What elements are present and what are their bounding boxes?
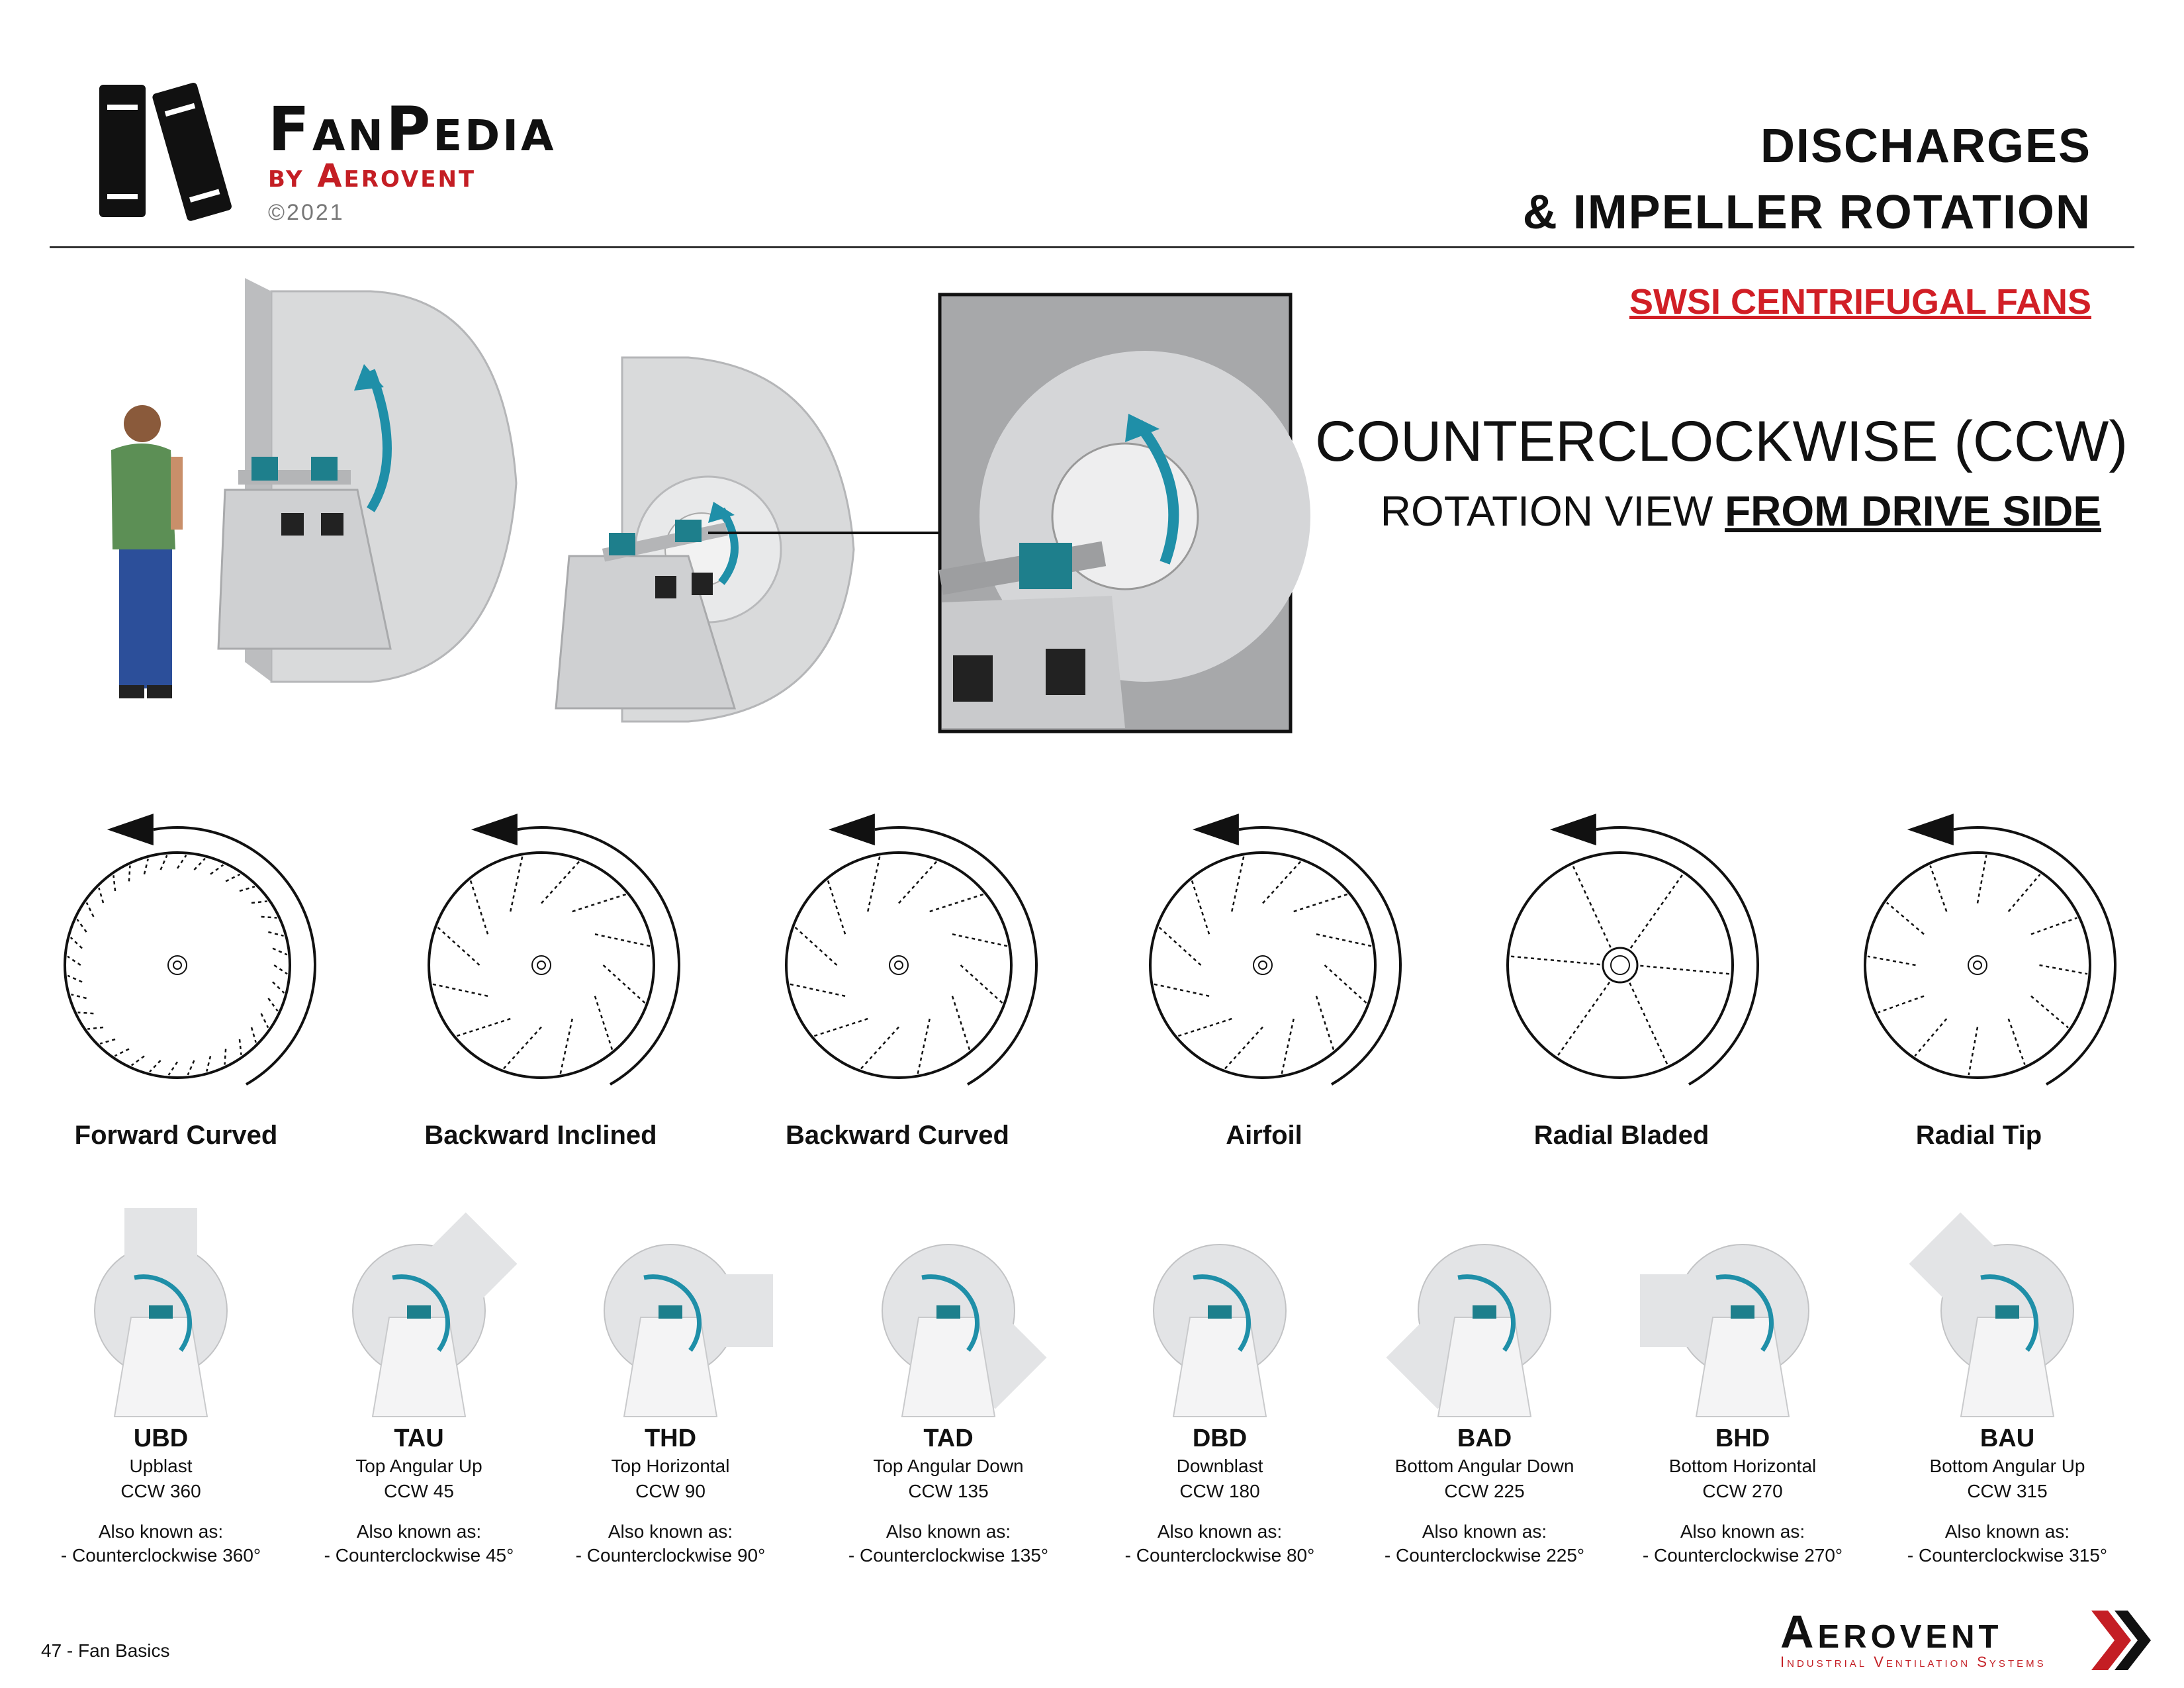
fan-housing-large xyxy=(218,278,516,682)
rotation-title: COUNTERCLOCKWISE (CCW) xyxy=(1315,410,2128,473)
copyright: ©2021 xyxy=(268,200,345,225)
impeller-label-forward-curved: Forward Curved xyxy=(74,1121,278,1150)
page-title-line1: DISCHARGES xyxy=(1760,120,2091,173)
discharge-code: TAU xyxy=(394,1425,444,1452)
discharge-ccw: CCW 360 xyxy=(120,1481,201,1501)
company-tagline: Industrial Ventilation Systems xyxy=(1780,1654,2046,1670)
discharge-aka-header: Also known as: xyxy=(98,1521,224,1542)
impeller-label-radial-tip: Radial Tip xyxy=(1915,1121,2042,1150)
discharge-aka-header: Also known as: xyxy=(1422,1521,1547,1542)
discharge-name: Upblast xyxy=(129,1456,193,1476)
discharge-ccw: CCW 180 xyxy=(1179,1481,1260,1501)
discharge-ccw: CCW 90 xyxy=(635,1481,705,1501)
discharge-aka-header: Also known as: xyxy=(608,1521,733,1542)
discharge-aka: - Counterclockwise 315° xyxy=(1907,1545,2108,1566)
discharge-aka-header: Also known as: xyxy=(1157,1521,1283,1542)
person-figure xyxy=(111,405,183,698)
books-logo-icon xyxy=(96,78,255,224)
discharge-fan-icon-5 xyxy=(1387,1244,1551,1417)
impeller-diagram-4 xyxy=(1508,814,1758,1084)
impeller-diagrams xyxy=(0,794,2184,1112)
discharge-aka: - Counterclockwise 90° xyxy=(575,1545,766,1566)
discharge-name: Bottom Angular Down xyxy=(1394,1456,1574,1476)
discharge-aka-header: Also known as: xyxy=(886,1521,1011,1542)
discharge-ccw: CCW 225 xyxy=(1444,1481,1525,1501)
discharge-bad xyxy=(1365,1423,1604,1568)
discharge-name: Downblast xyxy=(1176,1456,1263,1476)
impeller-label-airfoil: Airfoil xyxy=(1226,1121,1302,1150)
impeller-label-backward-inclined: Backward Inclined xyxy=(424,1121,657,1150)
discharge-fan-icon-3 xyxy=(882,1244,1046,1417)
discharge-tad xyxy=(829,1423,1068,1568)
fan-housing-medium xyxy=(556,357,940,722)
discharge-aka: - Counterclockwise 135° xyxy=(848,1545,1049,1566)
brand-name: FanPedia xyxy=(268,94,557,165)
rotation-sub-bold: FROM DRIVE SIDE xyxy=(1725,487,2101,535)
discharge-code: THD xyxy=(644,1425,697,1452)
discharge-bhd xyxy=(1623,1423,1862,1568)
discharge-code: UBD xyxy=(133,1425,189,1452)
rotation-subtitle xyxy=(1381,487,2101,536)
discharge-fan-icon-0 xyxy=(95,1208,227,1417)
discharge-aka-header: Also known as: xyxy=(1680,1521,1805,1542)
discharge-aka: - Counterclockwise 225° xyxy=(1384,1545,1585,1566)
impeller-label-backward-curved: Backward Curved xyxy=(786,1121,1009,1150)
header-divider xyxy=(50,246,2134,248)
impeller-diagram-1 xyxy=(429,814,679,1084)
discharge-name: Top Horizontal xyxy=(611,1456,730,1476)
discharge-fan-icons xyxy=(0,1205,2184,1423)
discharge-fan-icon-2 xyxy=(604,1244,773,1417)
discharge-ccw: CCW 135 xyxy=(908,1481,989,1501)
discharge-aka: - Counterclockwise 80° xyxy=(1124,1545,1315,1566)
discharge-thd xyxy=(551,1423,790,1568)
zoom-detail xyxy=(938,295,1310,731)
section-title: SWSI CENTRIFUGAL FANS xyxy=(1629,282,2091,322)
footer-page-number: 47 - Fan Basics xyxy=(41,1640,170,1661)
discharge-name: Bottom Angular Up xyxy=(1929,1456,2085,1476)
discharge-fan-icon-4 xyxy=(1154,1244,1286,1417)
discharge-code: TAD xyxy=(923,1425,974,1452)
discharge-code: BHD xyxy=(1715,1425,1770,1452)
impeller-diagram-5 xyxy=(1865,814,2115,1084)
discharge-fan-icon-1 xyxy=(353,1213,517,1417)
discharge-aka: - Counterclockwise 45° xyxy=(324,1545,514,1566)
discharge-ccw: CCW 315 xyxy=(1967,1481,2048,1501)
discharge-code: BAU xyxy=(1979,1425,2035,1452)
chevron-logo-icon xyxy=(2088,1607,2154,1673)
discharge-name: Top Angular Up xyxy=(355,1456,482,1476)
impeller-label-radial-bladed: Radial Bladed xyxy=(1533,1121,1709,1150)
company-logo-text: Aerovent xyxy=(1780,1606,2003,1658)
discharge-dbd xyxy=(1101,1423,1339,1568)
fan-illustrations xyxy=(93,271,1350,748)
discharge-name: Bottom Horizontal xyxy=(1668,1456,1817,1476)
rotation-sub-prefix: ROTATION VIEW xyxy=(1380,487,1725,535)
page-title-line2: & IMPELLER ROTATION xyxy=(1522,186,2091,239)
discharge-aka: - Counterclockwise 360° xyxy=(60,1545,261,1566)
discharge-bau xyxy=(1888,1423,2126,1568)
impeller-diagram-0 xyxy=(65,814,315,1084)
brand-by-line: by Aerovent xyxy=(268,158,477,195)
discharge-name: Top Angular Down xyxy=(873,1456,1024,1476)
discharge-tau xyxy=(300,1423,538,1568)
discharge-code: DBD xyxy=(1192,1425,1248,1452)
impeller-diagram-2 xyxy=(786,814,1036,1084)
discharge-fan-icon-6 xyxy=(1640,1244,1809,1417)
discharge-code: BAD xyxy=(1457,1425,1512,1452)
discharge-aka-header: Also known as: xyxy=(1944,1521,2070,1542)
discharge-ubd xyxy=(42,1423,280,1568)
discharge-aka-header: Also known as: xyxy=(356,1521,482,1542)
discharge-aka: - Counterclockwise 270° xyxy=(1642,1545,1843,1566)
discharge-ccw: CCW 270 xyxy=(1702,1481,1783,1501)
discharge-ccw: CCW 45 xyxy=(384,1481,454,1501)
impeller-diagram-3 xyxy=(1150,814,1400,1084)
discharge-fan-icon-7 xyxy=(1909,1213,2073,1417)
